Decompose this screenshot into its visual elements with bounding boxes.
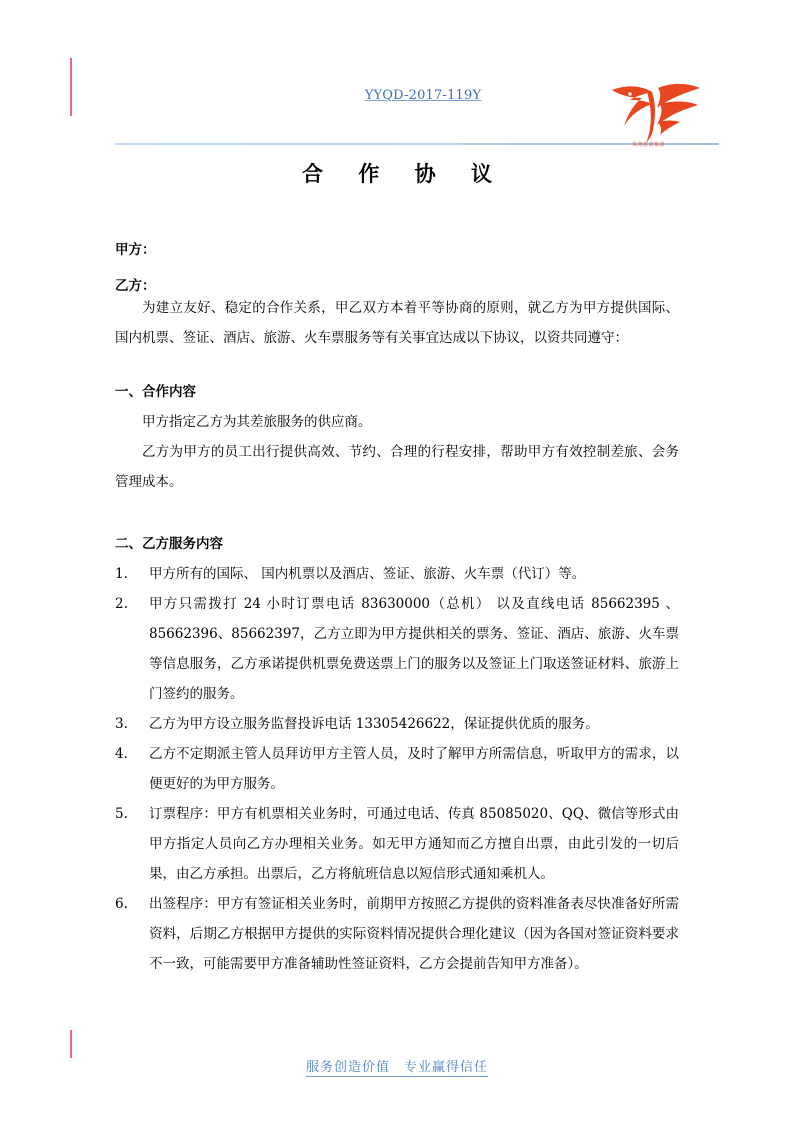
document-code-text: YYQD-2017-119Y [364,88,482,103]
list-item [115,739,679,799]
page-footer [0,1056,794,1077]
intro-paragraph: 为建立友好、稳定的合作关系，甲乙双方本着平等协商的原则，就乙方为甲方提供国际、国内机票、签证、酒店、旅游、火车票服务等有关事宜达成以下协议，以资共同遵守： [115,300,679,346]
phoenix-logo-icon [608,74,704,150]
section-one-paragraph-2: 乙方为甲方的员工出行提供高效、节约、合理的行程安排，帮助甲方有效控制差旅、会务管理成本。 [115,444,679,490]
footer-slogan: 服务创造价值 专业赢得信任 [306,1056,488,1077]
list-item [115,589,679,709]
list-item-number: 3. [115,716,128,732]
list-item-text: 订票程序：甲方有机票相关业务时，可通过电话、传真 85085020、QQ、微信等形式由甲方指定人员向乙方办理相关业务。如无甲方通知而乙方擅自出票，由此引发的一切后果，由乙方承担。出票后，乙方将航班信息以短信形式通知乘机人。 [149,806,679,882]
list-item-number: 6. [115,896,128,912]
list-item-number: 5. [115,806,128,822]
list-item-text: 出签程序：甲方有签证相关业务时，前期甲方按照乙方提供的资料准备表尽快准备好所需资料，后期乙方根据甲方提供的实际资料情况提供合理化建议（因为各国对签证资料要求不一致，可能需要甲方准备辅助性签证资料，乙方会提前告知甲方准备）。 [149,896,679,972]
margin-revision-bar-bottom [70,1030,72,1058]
list-item [115,559,679,589]
list-item-number: 4. [115,746,128,762]
list-item [115,889,679,979]
page-header [0,38,794,148]
section-two-heading: 二、乙方服务内容 [115,536,223,552]
list-item-text: 乙方不定期派主管人员拜访甲方主管人员，及时了解甲方所需信息，听取甲方的需求，以便更好的为甲方服务。 [149,746,679,792]
party-b-label: 乙方： [115,277,156,294]
document-body [115,140,679,979]
list-item-text: 乙方为甲方设立服务监督投诉电话 13305426622，保证提供优质的服务。 [149,716,599,732]
section-one-paragraph-1: 甲方指定乙方为其差旅服务的供应商。 [142,414,372,430]
party-a-label: 甲方： [115,242,156,258]
list-item-text: 甲方只需拨打 24 小时订票电话 83630000（总机） 以及直线电话 85662395 、85662396、85662397，乙方立即为甲方提供相关的票务、签证、酒店、旅游、火车票等信息服务，乙方承诺提供机票免费送票上门的服务以及签证上门取送签证材料、旅游上门签约的服务。 [149,596,679,702]
list-item [115,709,679,739]
logo-wordmark: 凤翔旅游集团 [632,142,666,148]
list-item [115,799,679,889]
section-two-item-list [115,559,679,979]
section-one-heading: 一、合作内容 [115,384,196,400]
page-title: 合 作 协 议 [302,162,506,186]
list-item-text: 甲方所有的国际、 国内机票以及酒店、签证、旅游、火车票（代订）等。 [149,566,586,582]
phoenix-logo [608,74,704,150]
list-item-number: 1. [115,566,128,582]
list-item-number: 2. [115,596,128,612]
